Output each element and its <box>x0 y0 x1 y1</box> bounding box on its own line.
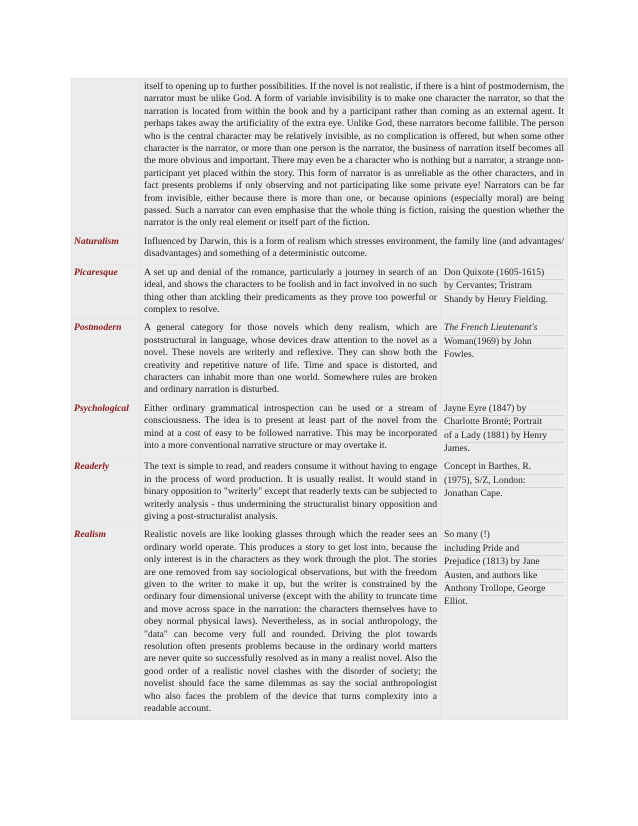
example-line: of a Lady (1881) by Henry <box>444 430 564 443</box>
table-row <box>72 233 568 264</box>
example-cell <box>441 320 568 400</box>
example-cell <box>441 527 568 719</box>
example-line: James. <box>444 442 470 454</box>
description-cell: A general category for those novels which deny realism, which are poststructural in language, whose devices draw attention to the novel as a novel. These novels are writerly and reflexive. They can show both the creativity and repetitive nature of life. Time and space is distorted, and characters can inhabit more than one world. Somewhere rules are broken and ordinary narration is disturbed. <box>141 320 441 400</box>
example-line: Concept in Barthes, R. <box>444 461 564 474</box>
example-line: Austen, and authors like <box>444 570 564 583</box>
example-cell <box>441 264 568 320</box>
example-line: Charlotte Brontë; Portrait <box>444 416 564 429</box>
example-line: Don Quixote (1605-1615) <box>444 267 564 280</box>
term-cell: Postmodern <box>72 320 141 400</box>
table-row <box>72 320 568 400</box>
example-line: The French Lieutenant's <box>444 322 564 335</box>
table-row <box>72 527 568 719</box>
example-line: Woman(1969) by John <box>444 336 564 349</box>
example-cell <box>441 459 568 527</box>
term-cell: Naturalism <box>72 233 141 264</box>
description-cell: A set up and denial of the romance, particularly a journey in search of an ideal, and shows the characters to be foolish and in fact involved in no such thing other than atckling their predicaments as they prove too powerful or complex to resolve. <box>141 264 441 320</box>
term-cell: Realism <box>72 527 141 719</box>
example-line: Elliot. <box>444 596 468 608</box>
example-line: So many (!) <box>444 529 564 542</box>
term-cell: Psychological <box>72 400 141 459</box>
glossary-page <box>71 78 567 720</box>
example-line: Prejudice (1813) by Jane <box>444 556 564 569</box>
description-cell: Realistic novels are like looking glasses through which the reader sees an ordinary world operate. This produces a story to get lost into, because the only interest is in the characters as they work through the plot. The stories are one removed from say sociological observations, but with the freedom given to the writer to make it up, but the writer is constrained by the ordinary four dimensional universe (except with the ability to truncate time and move across space in the narration: the characters themselves have to obey normal physical laws). Nevertheless, as in social anthropology, the "data" can become very full and rounded. Driving the plot towards resolution often presents problems because in the ordinary world matters are never quite so successfully resolved as in many a realist novel. Also the good order of a realistic novel clashes with the disorder of society; the novelist should face the same dilemmas as say the social anthropologist who also faces the problem of the device that turns complexity into a readable account. <box>141 527 441 719</box>
description-cell: Influenced by Darwin, this is a form of realism which stresses environment, the family line (and advantages/ disadvantages) and something of a deterministic outcome. <box>141 233 568 264</box>
term-cell: Readerly <box>72 459 141 527</box>
table-row <box>72 459 568 527</box>
example-line: Shandy by Henry Fielding. <box>444 293 548 305</box>
glossary-table <box>71 78 568 720</box>
example-line: including Pride and <box>444 543 564 556</box>
example-line: Jayne Eyre (1847) by <box>444 403 564 416</box>
description-cell: Either ordinary grammatical introspection can be used or a stream of consciousness. The idea is to present at least part of the novel from the mind at a cost of easy to be followed narrative. This may be incorporated into a more conventional narrative structure or may overtake it. <box>141 400 441 459</box>
example-line: by Cervantes; Tristram <box>444 280 564 293</box>
term-cell: Picaresque <box>72 264 141 320</box>
term-cell <box>72 79 141 234</box>
example-line: Jonathan Cape. <box>444 488 503 500</box>
table-row <box>72 264 568 320</box>
description-cell: itself to opening up to further possibilities. If the novel is not realistic, if there is a hint of postmodernism, the narrator must be ulike God. A form of variable invisibility is to make one character the narrator, so that the narration is located from within the book and by a participant rather than coming as an external agent. It perhaps takes away the artificiality of the extra eye. Unlike God, these narrators become fallible. The person who is the central character may be relatively invisible, as no complication is offered, but when some other character is the narrator, or more than one person is the narrator, the business of narration itself becomes all the more obvious and important. There may even be a character who is nothing but a narrator, a strange non-participant yet placed within the story. This form of narrator is as unreliable as the other characters, and in fact presents problems if only observing and not participating like some private eye! Narrators can be far from invisible, either because there is more than one, or because opinions (especially moral) are being passed. Such a narrator can even emphasise that the whole thing is fiction, raising the question whether the narrator is the only real element or itself part of the fiction. <box>141 79 568 234</box>
table-row <box>72 79 568 234</box>
example-cell <box>441 400 568 459</box>
description-cell: The text is simple to read, and readers consume it without having to engage in the process of word production. It is usually realist. It would stand in binary opposition to "writerly" except that readerly texts can be subjected to writerly analysis - thus undermining the structuralist binary opposition and giving a post-structuralist analysis. <box>141 459 441 527</box>
example-line: (1975), S/Z, London: <box>444 475 564 488</box>
table-row <box>72 400 568 459</box>
example-line: Fowles. <box>444 349 475 361</box>
example-line: Anthony Trollope, George <box>444 583 564 596</box>
